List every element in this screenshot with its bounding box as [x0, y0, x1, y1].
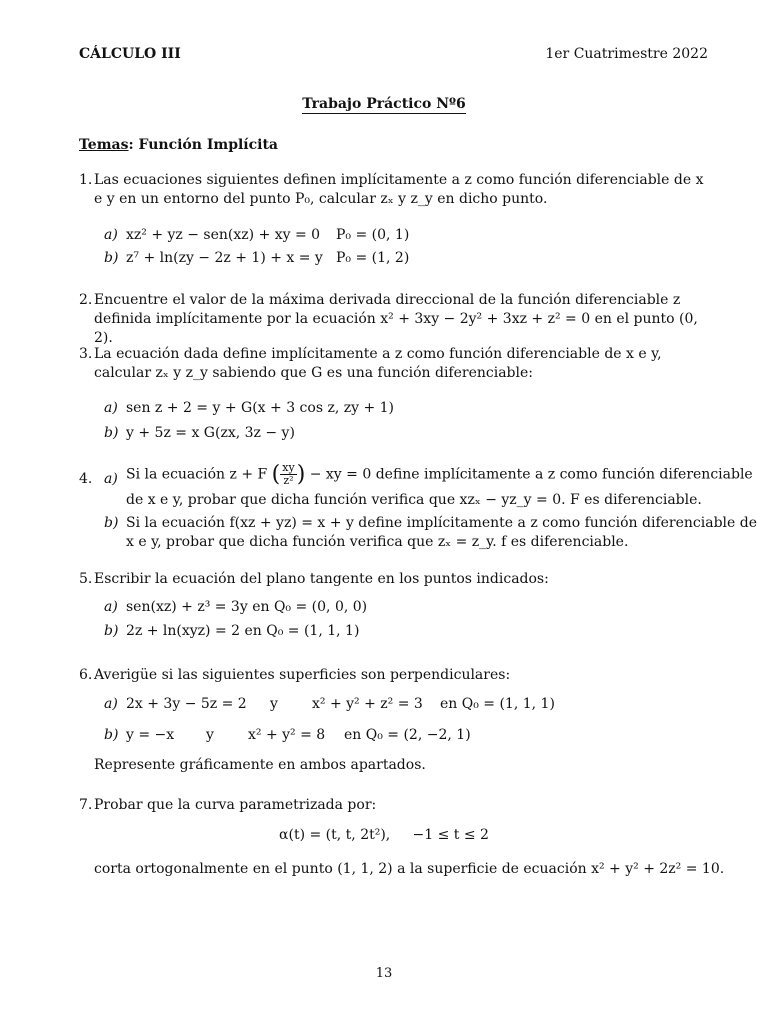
equation: xz² + yz − sen(xz) + xy = 0 [126, 227, 321, 243]
exercise-number: 6. [79, 667, 93, 683]
topics-value: : Función Implícita [128, 137, 278, 153]
exercise-1b [104, 249, 704, 269]
topics-line [79, 137, 278, 153]
exercise-7-text2: corta ortogonalmente en el punto (1, 1, 2) a la superficie de ecuación x² + y² + 2z² = 10. [94, 861, 725, 877]
exercise-5b [104, 622, 704, 642]
surface-1: y = −x [126, 727, 175, 743]
exercise-5 [79, 570, 719, 590]
exercise-3a [104, 399, 704, 419]
exercise-5a [104, 598, 704, 618]
equation-line: Si la ecuación z + F ( $\frac{xy}{\text{z²}}$ ) − xy = 0 define implícitamente a z como función diferenciable [126, 461, 753, 487]
title-text: Trabajo Práctico Nº6 [302, 96, 466, 112]
curve-equation: α(t) = (t, t, 2t²), −1 ≤ t ≤ 2 [279, 827, 489, 843]
item-label: a) [104, 471, 118, 487]
point: en Q₀ = (2, −2, 1) [344, 727, 471, 743]
exercise-text: La ecuación dada define implícitamente a z como función diferenciable de x e y, calcular zₓ y z_y sabiendo que G es una función diferenciable: [94, 346, 662, 381]
equation: sen(xz) + z³ = 3y en Q₀ = (0, 0, 0) [126, 599, 368, 615]
conjunction: y [206, 727, 214, 743]
page-number: 13 [375, 966, 393, 981]
exercise-number: 4. [79, 471, 93, 487]
exercise-1 [79, 171, 719, 211]
surface-2: x² + y² = 8 [248, 727, 326, 743]
item-label: a) [104, 227, 118, 243]
exercise-6 [79, 666, 719, 686]
exercise-text: Las ecuaciones siguientes definen implícitamente a z como función diferenciable de x e y en un entorno del punto P₀, calcular zₓ y z_y en dicho punto. [94, 172, 704, 207]
item-label: b) [104, 623, 119, 639]
exercise-text: Escribir la ecuación del plano tangente en los puntos indicados: [94, 571, 549, 587]
fraction-denominator: z² [283, 474, 294, 487]
exercise-number: 2. [79, 292, 93, 308]
eq-post: − xy = 0 define implícitamente a z como función diferenciable [309, 466, 753, 483]
exercise-text-line1: Si la ecuación f(xz + yz) = x + y define implícitamente a z como función diferenciable de [126, 515, 758, 531]
exercise-7 [79, 796, 719, 816]
item-label: a) [104, 400, 118, 416]
exercise-2 [79, 291, 719, 346]
item-label: b) [104, 515, 119, 531]
point: en Q₀ = (1, 1, 1) [440, 696, 555, 712]
exercise-text: Averigüe si las siguientes superficies son perpendiculares: [94, 667, 511, 683]
exercise-1a [104, 226, 704, 246]
exercise-text-line2: x e y, probar que dicha función verifica que zₓ = z_y. f es diferenciable. [126, 534, 629, 550]
exercise-number: 5. [79, 571, 93, 587]
page-title [0, 96, 768, 112]
conjunction: y [270, 696, 278, 712]
item-label: b) [104, 727, 119, 743]
point: P₀ = (0, 1) [336, 227, 410, 243]
equation: z⁷ + ln(zy − 2z + 1) + x = y [126, 250, 323, 266]
fraction-numerator: xy [282, 461, 295, 474]
exercise-4b [104, 514, 758, 554]
term-label: 1er Cuatrimestre 2022 [545, 46, 708, 62]
topics-label: Temas [79, 137, 129, 153]
exercise-text: Probar que la curva parametrizada por: [94, 797, 377, 813]
equation: y + 5z = x G(zx, 3z − y) [126, 425, 295, 441]
item-label: a) [104, 696, 118, 712]
exercise-6a [104, 695, 704, 715]
exercise-text: Encuentre el valor de la máxima derivada direccional de la función diferenciable z definida implícitamente por la ecuación x² + 3xy − 2y² + 3xz + z² = 0 en el punto (0, 2). [94, 292, 698, 346]
exercise-6b [104, 726, 704, 746]
exercise-6-note: Represente gráficamente en ambos apartados. [94, 757, 426, 773]
exercise-4a [104, 461, 753, 508]
exercise-3 [79, 345, 719, 385]
exercise-number: 7. [79, 797, 93, 813]
exercise-3b [104, 424, 704, 444]
exercise-text-line2: de x e y, probar que dicha función verifica que xzₓ − yz_y = 0. F es diferenciable. [126, 492, 702, 508]
exercise-number: 1. [79, 172, 93, 188]
equation: sen z + 2 = y + G(x + 3 cos z, zy + 1) [126, 400, 395, 416]
eq-pre: Si la ecuación z + F [126, 466, 268, 483]
course-name: CÁLCULO III [79, 46, 181, 62]
equation: 2z + ln(xyz) = 2 en Q₀ = (1, 1, 1) [126, 623, 360, 639]
surface-2: x² + y² + z² = 3 [312, 696, 423, 712]
surface-1: 2x + 3y − 5z = 2 [126, 696, 247, 712]
fraction [280, 462, 296, 487]
item-label: b) [104, 425, 119, 441]
item-label: b) [104, 250, 119, 266]
point: P₀ = (1, 2) [336, 250, 410, 266]
exercise-number: 3. [79, 346, 93, 362]
item-label: a) [104, 599, 118, 615]
